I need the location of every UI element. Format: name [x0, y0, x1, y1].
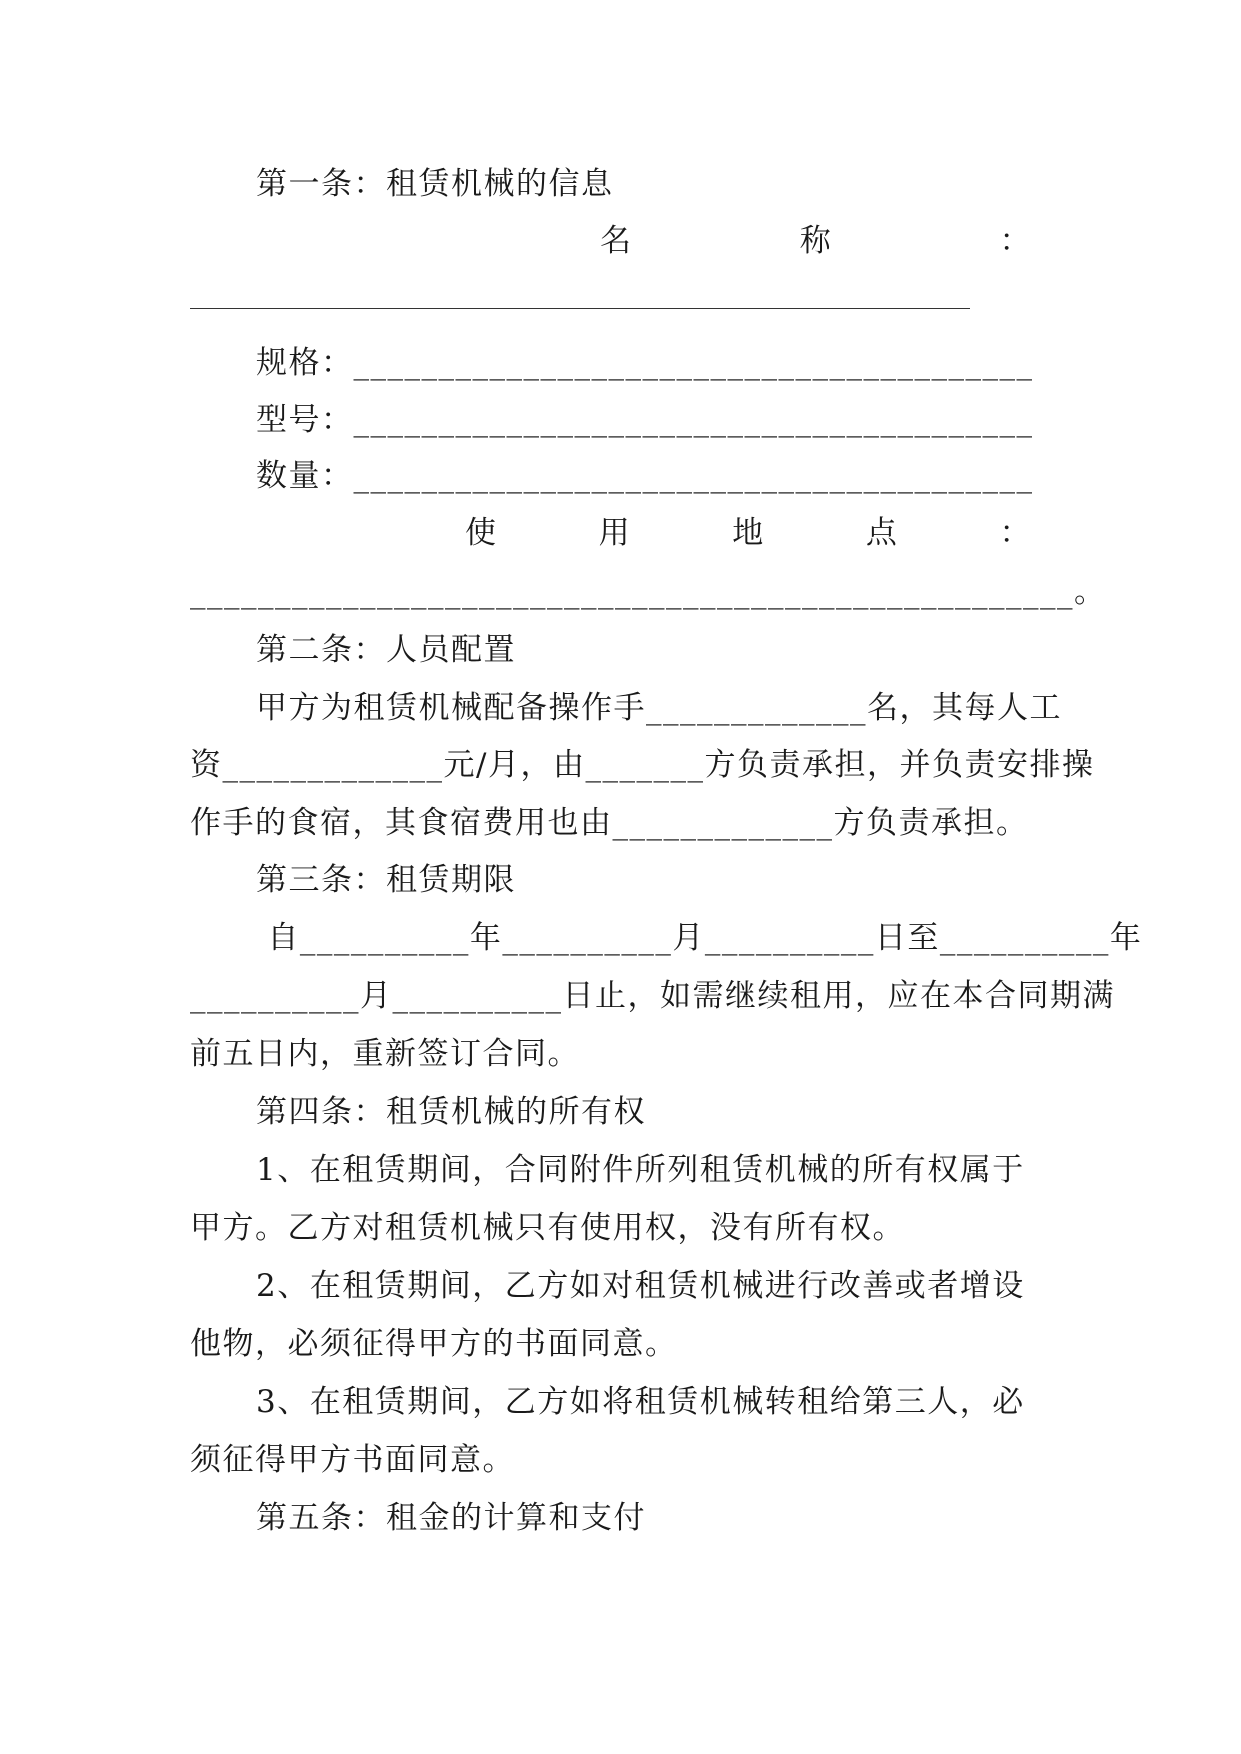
article-2-line-2: 资_____________元/月，由_______方负责承担，并负责安排操 — [190, 747, 1095, 783]
article-4-clause-1-line-2: 甲方。乙方对租赁机械只有使用权，没有所有权。 — [190, 1210, 905, 1246]
article-4-clause-2-line-1: 2、在租赁期间，乙方如对租赁机械进行改善或者增设 — [256, 1268, 1025, 1304]
article-3-line-2: __________月__________日止，如需继续租用，应在本合同期满 — [190, 978, 1115, 1014]
name-colon: ： — [999, 223, 1032, 259]
name-label — [600, 221, 1032, 261]
article-5-title: 第五条：租金的计算和支付 — [256, 1500, 646, 1536]
spec-line: 规格：________________________________________ — [256, 345, 1034, 381]
location-fill-line: ____________________________________________________。 — [190, 574, 1107, 610]
article-2-line-1: 甲方为租赁机械配备操作手_____________名，其每人工 — [256, 690, 1062, 726]
location-char-4: 点 — [865, 515, 899, 551]
location-char-2: 用 — [598, 515, 632, 551]
article-4-clause-2-line-2: 他物，必须征得甲方的书面同意。 — [190, 1326, 678, 1362]
article-4-clause-1-line-1: 1、在租赁期间，合同附件所列租赁机械的所有权属于 — [256, 1152, 1025, 1188]
article-3-line-3: 前五日内，重新签订合同。 — [190, 1036, 580, 1072]
article-4-title: 第四条：租赁机械的所有权 — [256, 1094, 646, 1130]
article-3-line-1: 自__________年__________月__________日至__________年 — [256, 920, 1143, 956]
article-1-title: 第一条：租赁机械的信息 — [256, 166, 614, 202]
name-char-1: 名 — [600, 223, 633, 259]
article-2-line-3: 作手的食宿，其食宿费用也由_____________方负责承担。 — [190, 805, 1029, 841]
article-2-title: 第二条：人员配置 — [256, 632, 516, 668]
location-colon: ： — [999, 515, 1032, 551]
location-char-3: 地 — [732, 515, 765, 551]
article-3-title: 第三条：租赁期限 — [256, 862, 516, 898]
model-line: 型号：________________________________________ — [256, 402, 1034, 438]
article-4-clause-3-line-1: 3、在租赁期间，乙方如将租赁机械转租给第三人，必 — [256, 1384, 1025, 1420]
location-char-1: 使 — [465, 515, 498, 551]
name-fill-line — [190, 308, 970, 309]
location-label — [465, 513, 1032, 553]
name-char-2: 称 — [799, 223, 833, 259]
article-4-clause-3-line-2: 须征得甲方书面同意。 — [190, 1442, 515, 1478]
quantity-line: 数量：________________________________________ — [256, 458, 1034, 494]
